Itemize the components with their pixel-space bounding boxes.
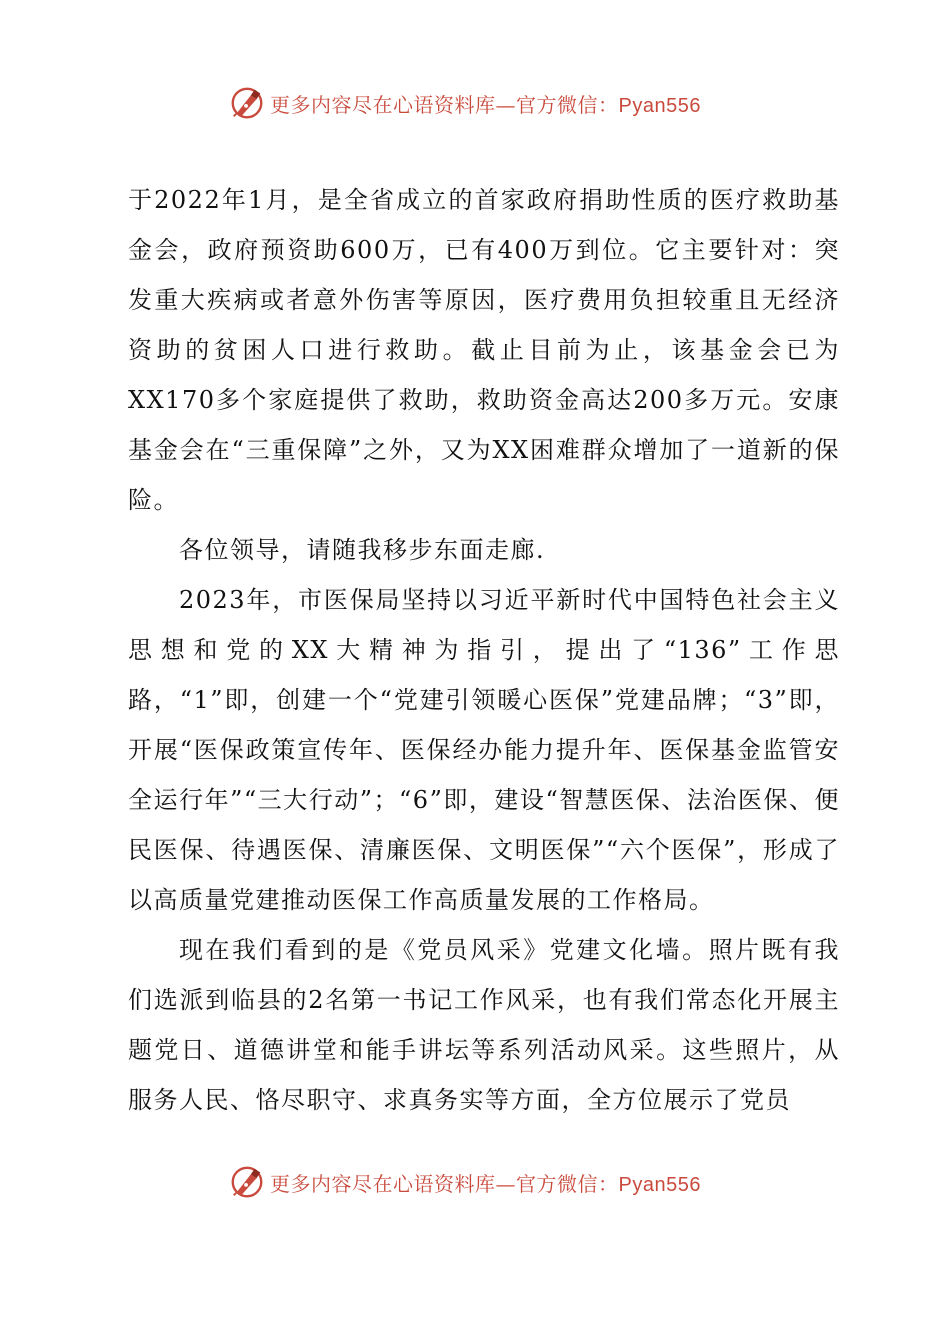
paragraph-1: 于2022年1月，是全省成立的首家政府捐助性质的医疗救助基金会，政府预资助600万，已有400万到位。它主要针对：突发重大疾病或者意外伤害等原因，医疗费用负担较重且无经济资助的贫困人口进行救助。截止目前为止，该基金会已为XX170多个家庭提供了救助，救助资金高达200多万元。安康基金会在“三重保障”之外，又为XX困难群众增加了一道新的保险。	[128, 186, 840, 514]
paragraph-3: 2023年，市医保局坚持以习近平新时代中国特色社会主义思想和党的XX大精神为指引，提出了“136”工作思路，“1”即，创建一个“党建引领暖心医保”党建品牌；“3”即，开展“医保政策宣传年、医保经办能力提升年、医保基金监管安全运行年”“三大行动”；“6”即，建设“智慧医保、法治医保、便民医保、待遇医保、清廉医保、文明医保”“六个医保”，形成了以高质量党建推动医保工作高质量发展的工作格局。	[128, 586, 840, 914]
watermark-chinese-text: 更多内容尽在心语资料库—官方微信：	[270, 1171, 619, 1196]
footer-watermark	[228, 1162, 701, 1202]
document-body	[128, 175, 840, 1125]
watermark-wechat-id: Pyan556	[618, 1173, 701, 1196]
paragraph-2: 各位领导，请随我移步东面走廊.	[179, 536, 546, 564]
watermark-chinese-text: 更多内容尽在心语资料库—官方微信：	[270, 92, 619, 117]
pen-nib-logo-icon	[228, 1163, 266, 1201]
watermark-wechat-id: Pyan556	[618, 94, 701, 117]
paragraph-4: 现在我们看到的是《党员风采》党建文化墙。照片既有我们选派到临县的2名第一书记工作风采，也有我们常态化开展主题党日、道德讲堂和能手讲坛等系列活动风采。这些照片，从服务人民、恪尽职守、求真务实等方面，全方位展示了党员	[128, 936, 840, 1114]
watermark-text	[270, 89, 701, 118]
watermark-text	[270, 1168, 701, 1197]
pen-nib-logo-icon	[228, 84, 266, 122]
header-watermark	[228, 83, 701, 123]
